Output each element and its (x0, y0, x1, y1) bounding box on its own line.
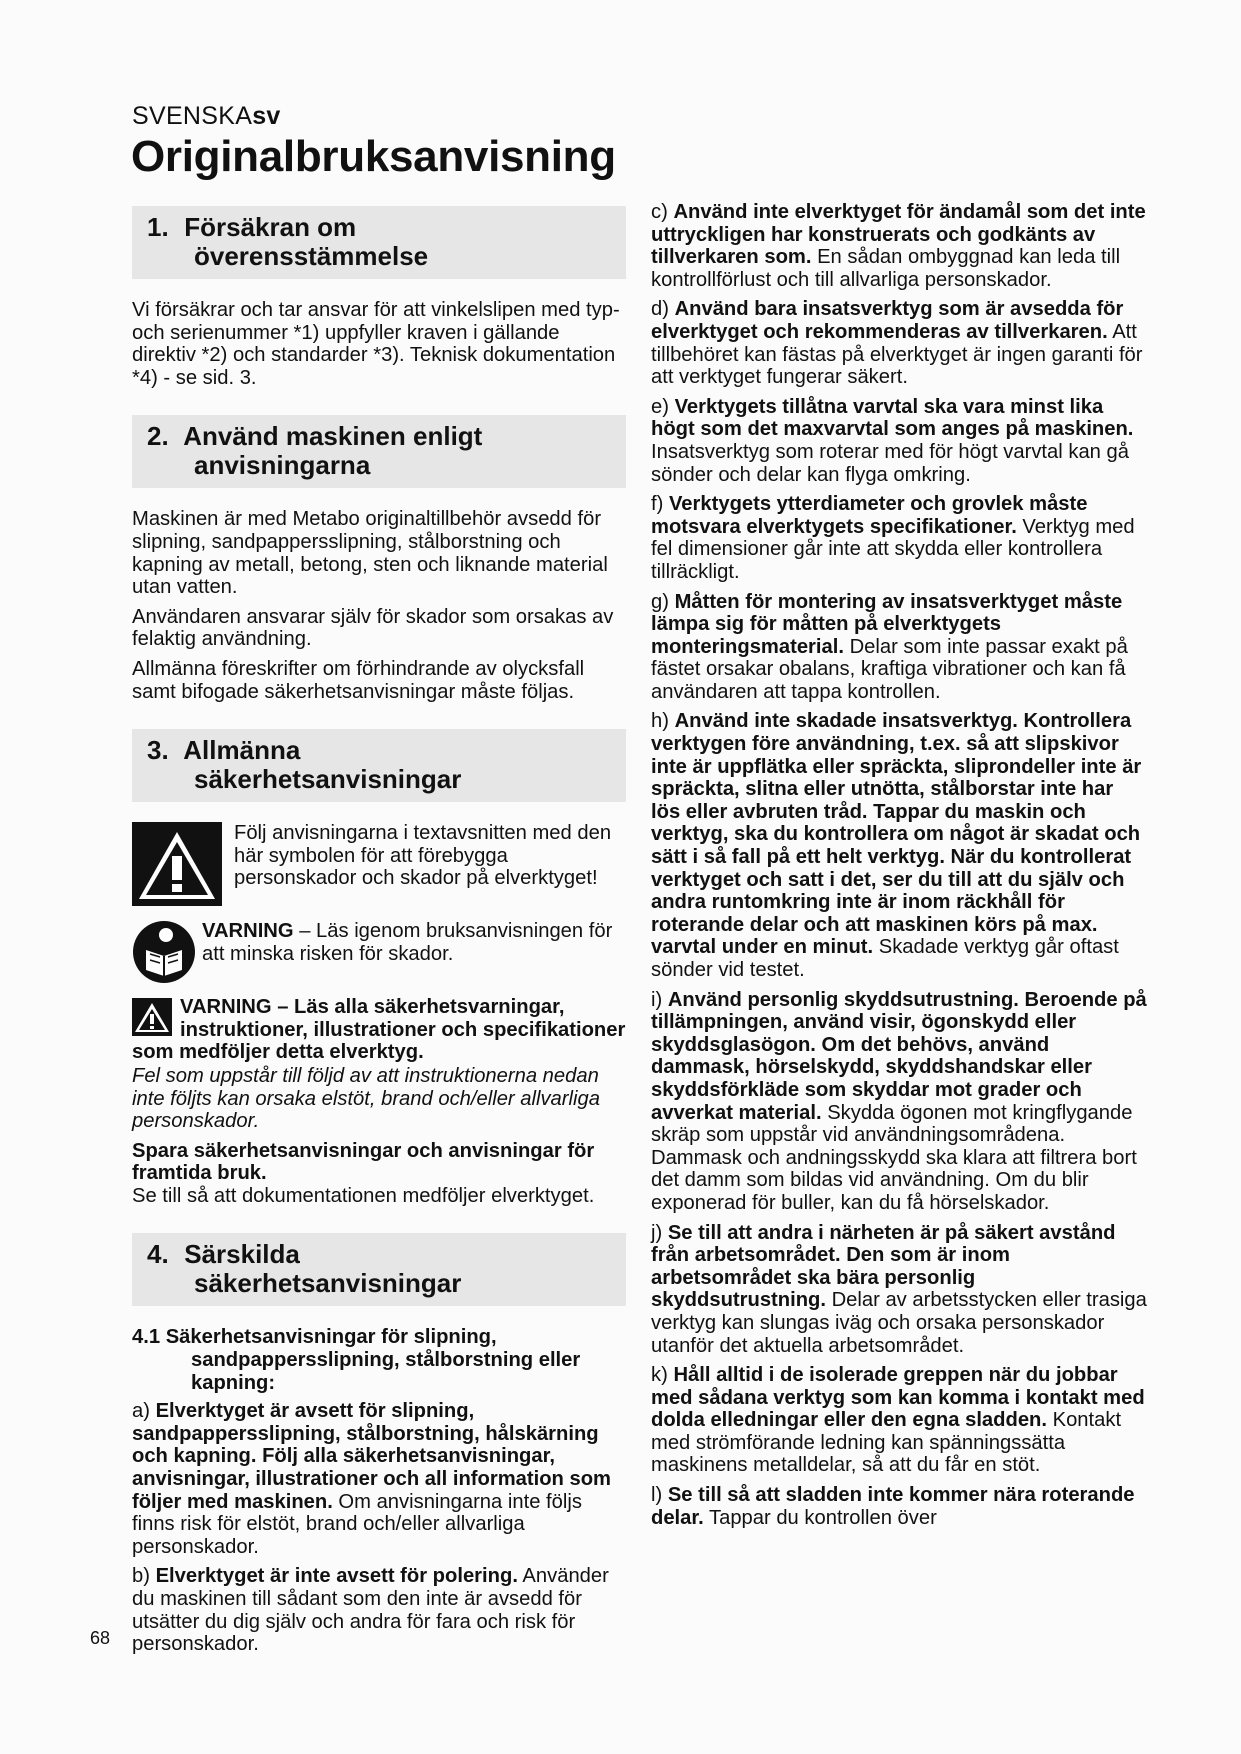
language-label: SVENSKAsv (132, 102, 281, 130)
consequence-text: Fel som uppstår till följd av att instruktionerna nedan inte följts kan orsaka elstöt, brand och/eller allvarliga personskador. (132, 1064, 600, 1133)
language-code: sv (252, 102, 281, 130)
section-heading-3: 3. Allmänna säkerhetsanvisningar (132, 729, 626, 802)
list-item: i) Använd personlig skyddsutrustning. Beroende på tillämpningen, använd visir, ögonskydd eller skyddsglasögon. Om det behövs, använd dammask, hörselskydd, skyddshandskar eller skyddsförkläde som skyddar mot grader och avverkat material. Skydda ögonen mot kringflygande skräp som uppstår vid användningsområdena. Dammask och andningsskydd ska klara att filtrera bort det damm som bildas vid användning. Om du blir exponerad för buller, kan du få hörselskador. (651, 988, 1147, 1214)
list-item: j) Se till att andra i närheten är på säkert avstånd från arbetsområdet. Den som är inom arbetsområdet ska bära personlig skyddsutrustning. Delar av arbetsstycken eller trasiga verktyg kan slungas iväg och orsaka personskador utanför det aktuella arbetsområdet. (651, 1221, 1147, 1357)
documentation-text: Se till så att dokumentationen medföljer elverktyget. (132, 1184, 595, 1207)
warning-triangle-icon (132, 822, 222, 906)
intended-use-text: Maskinen är med Metabo originaltillbehör avsedd för slipning, sandpappersslipning, stålborstning och kapning av metall, betong, sten och liknande material utan vatten. (132, 508, 608, 599)
page-title: Originalbruksanvisning (131, 132, 616, 181)
right-column (651, 201, 1147, 1536)
warning-symbol-row (132, 822, 626, 906)
list-item: g) Måtten för montering av insatsverktyget måste lämpa sig för måtten på elverktygets monteringsmaterial. Delar som inte passar exakt på fästet orsakar obalans, kraftiga vibrationer och kan få användaren att tappa kontrollen. (651, 590, 1128, 703)
declaration-text: Vi försäkrar och tar ansvar för att vinkelslipen med typ- och serienummer *1) uppfyller kraven i gällande direktiv *2) och standarder *3). Teknisk dokumentation *4) - se sid. 3. (132, 299, 620, 389)
section-heading-4: 4. Särskilda säkerhetsanvisningar (132, 1233, 626, 1306)
section-heading-1: 1. Försäkran om överensstämmelse (132, 206, 626, 279)
read-manual-row (132, 920, 626, 984)
list-item: f) Verktygets ytterdiameter och grovlek måste motsvara elverktygets specifikationer. Verktyg med fel dimensioner går inte att skydda eller kontrollera tillräckligt. (651, 493, 1135, 583)
general-warning: VARNING – Läs alla säkerhetsvarningar, instruktioner, illustrationer och specifikationer som medföljer detta elverktyg. (132, 996, 626, 1064)
list-item: l) Se till så att sladden inte kommer nära roterande delar. Tappar du kontrollen över (651, 1484, 1135, 1529)
page-number: 68 (90, 1628, 111, 1648)
read-manual-warning: VARNING – Läs igenom bruksanvisningen för att minska risken för skador. (202, 920, 613, 965)
list-item: c) Använd inte elverktyget för ändamål som det inte uttryckligen har konstruerats och godkänts av tillverkaren som. En sådan ombyggnad kan leda till kontrollförlust och till allvarliga personskador. (651, 201, 1146, 291)
save-instructions: Spara säkerhetsanvisningar och anvisningar för framtida bruk. (132, 1139, 595, 1185)
regulations-text: Allmänna föreskrifter om förhindrande av olycksfall samt bifogade säkerhetsanvisningar måste följas. (132, 657, 585, 703)
list-item: e) Verktygets tillåtna varvtal ska vara minst lika högt som det maxvarvtal som anges på maskinen. Insatsverktyg som roterar med för högt varvtal kan gå sönder och delar kan flyga omkring. (651, 395, 1134, 486)
responsibility-text: Användaren ansvarar själv för skador som orsakas av felaktig användning. (132, 605, 614, 651)
left-column (132, 200, 626, 1663)
read-manual-icon (132, 920, 196, 984)
list-item: b) Elverktyget är inte avsett för polering. Använder du maskinen till sådant som den inte är avsedd för utsätter du dig själv och andra för fara och risk för personskador. (132, 1565, 609, 1656)
list-item: k) Håll alltid i de isolerade greppen när du jobbar med sådana verktyg som kan komma i kontakt med dolda elledningar eller den egna sladden. Kontakt med strömförande ledning kan spänningssätta maskinens metalldelar, så att du får en stöt. (651, 1364, 1145, 1477)
symbol-explanation: Följ anvisningarna i textavsnitten med den här symbolen för att förebygga personskador och skador på elverktyget! (234, 822, 612, 890)
list-item: d) Använd bara insatsverktyg som är avsedda för elverktyget och rekommenderas av tillverkaren. Att tillbehöret kan fästas på elverktyget är ingen garanti för att verktyget fungerar säkert. (651, 298, 1143, 389)
list-item: a) Elverktyget är avsett för slipning, sandpappersslipning, stålborstning, hålskärning och kapning. Följ alla säkerhetsanvisningar, anvisningar, illustrationer och all information som följer med maskinen. Om anvisningarna inte följs finns risk för elstöt, brand och/eller allvarliga personskador. (132, 1400, 611, 1558)
list-item: h) Använd inte skadade insatsverktyg. Kontrollera verktygen före användning, t.ex. så att slipskivor inte är uppflätka eller spräckta, sliprondeller inte är spräckta, slitna eller utnötta, stålborstar inte har lös eller avbruten tråd. Tappar du maskin och verktyg, ska du kontrollera om något är skadat och sätt i så fall på ett helt verktyg. När du kontrollerat verktyget och satt i det, ser du till att du själv och andra runtomkring inte är inom räckhåll för roterande delar och att maskinen körs på max. varvtal under en minut. Skadade verktyg går oftast sönder vid testet. (651, 710, 1142, 981)
small-warning-icon (132, 998, 172, 1036)
subsection-heading-4-1: 4.1 Säkerhetsanvisningar för slipning, sandpappersslipning, stålborstning eller kapning: (132, 1326, 581, 1394)
section-heading-2: 2. Använd maskinen enligt anvisningarna (132, 415, 626, 488)
